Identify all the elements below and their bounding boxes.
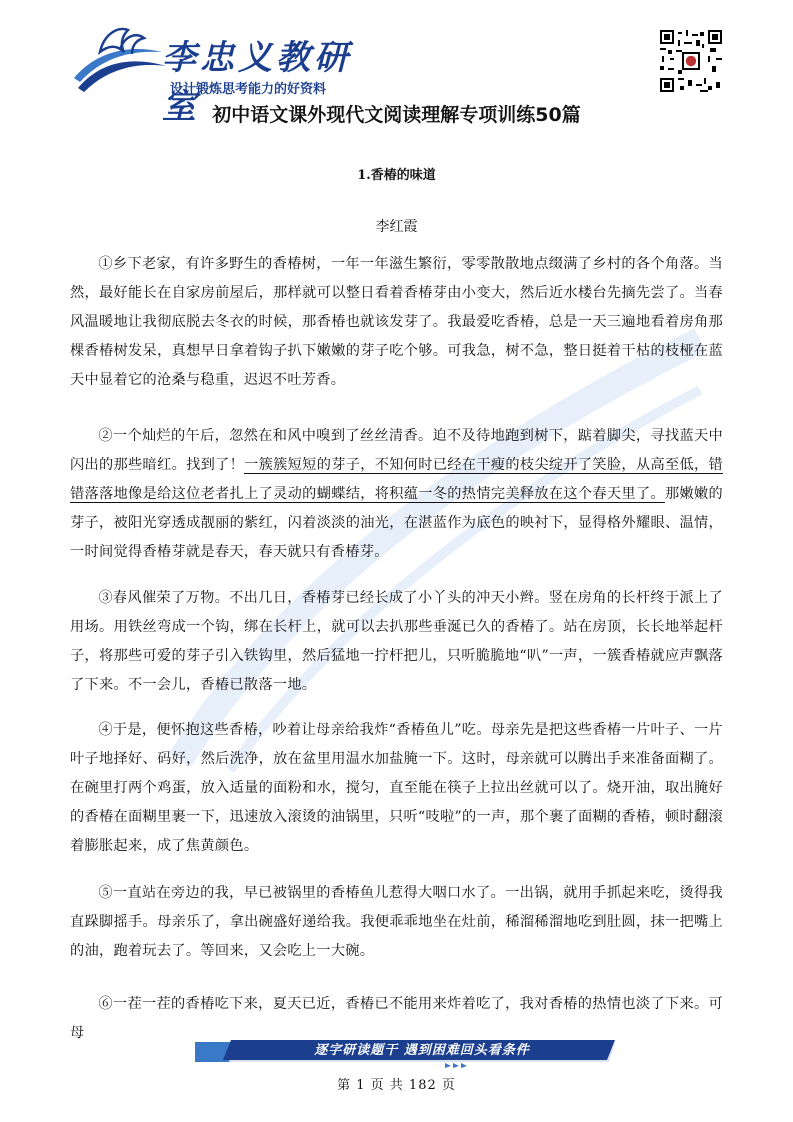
paragraph-3: ③春风催荣了万物。不出几日，香椿芽已经长成了小丫头的冲天小辫。竖在房角的长杆终于派上了用场。用铁丝弯成一个钩，绑在长杆上，就可以去扒那些垂涎已久的香椿了。站在房顶，长长地举起杆子，将那些可爱的芽子引入铁钩里，然后猛地一拧杆把儿，只听脆脆地“叭”一声，一簇香椿就应声飘落了下来。不一会儿，香椿已散落一地。: [70, 590, 723, 693]
footer-slogan: 逐字研读题干 遇到困难回头看条件: [314, 1043, 530, 1058]
paragraph-5: ⑤一直站在旁边的我，早已被锅里的香椿鱼儿惹得大咽口水了。一出锅，就用手抓起来吃，烫得我直跺脚摇手。母亲乐了，拿出碗盛好递给我。我便乖乖地坐在灶前，稀溜稀溜地吃到肚圆，抹一把嘴上的油，跑着玩去了。等回来，又会吃上一大碗。: [70, 885, 723, 959]
logo-wave-icon: [70, 22, 170, 100]
page-number: 第 1 页 共 182 页: [337, 1078, 456, 1093]
paragraph-6: ⑥一茬一茬的香椿吃下来，夏天已近，香椿已不能用来炸着吃了，我对香椿的热情也淡了下来。可母: [70, 996, 723, 1041]
article-title: 1.香椿的味道: [357, 168, 436, 183]
paragraph-2-rest: 那嫩嫩的芽子，被阳光穿透成靓丽的紫红，闪着淡淡的油光，在湛蓝作为底色的映衬下，显得格外耀眼、温情，一时间觉得香椿芽就是春天，春天就只有香椿芽。: [70, 486, 723, 560]
paragraph-1: ①乡下老家，有许多野生的香椿树，一年一年滋生繁衍，零零散散地点缀满了乡村的各个角落。当然，最好能长在自家房前屋后，那样就可以整日看着香椿芽由小变大，然后近水楼台先摘先尝了。当春风温暖地让我彻底脱去冬衣的时候，那香椿也就该发芽了。我最爱吃香椿，总是一天三遍地看着房角那棵香椿树发呆，真想早日拿着钩子扒下嫩嫩的芽子吃个够。可我急，树不急，整日挺着干枯的枝桠在蓝天中显着它的沧桑与稳重，迟迟不吐芳香。: [70, 256, 723, 388]
paragraph-2-underlined-sentence: 一簇簇短短的芽子，不知何时已经在干瘦的枝尖绽开了笑脸，从高至低，错错落落地像是给这位老者扎上了灵动的蝴蝶结，将积蕴一冬的热情完美释放在这个春天里了。: [70, 457, 723, 502]
logo-slogan: 设计锻炼思考能力的好资料: [170, 82, 327, 97]
document-title: 初中语文课外现代文阅读理解专项训练50篇: [212, 104, 581, 126]
paragraph-2: [70, 422, 723, 567]
paragraph-2-intro: ②一个灿烂的午后，忽然在和风中嗅到了丝丝清香。迫不及待地跑到树下，踮着脚尖，寻找蓝天中闪出的那些暗红。找到了！: [70, 428, 723, 473]
paragraph-4: ④于是，便怀抱这些香椿，吵着让母亲给我炸“香椿鱼儿”吃。母亲先是把这些香椿一片叶子、一片叶子地择好、码好，然后洗净，放在盆里用温水加盐腌一下。这时，母亲就可以腾出手来准备面糊了。在碗里打两个鸡蛋，放入适量的面粉和水，搅匀，直至能在筷子上拉出丝就可以了。烧开油，取出腌好的香椿在面糊里裹一下，迅速放入滚烫的油锅里，只听“吱啦”的一声，那个裹了面糊的香椿，顿时翻滚着膨胀起来，成了焦黄颜色。: [70, 722, 723, 854]
header-logo: [70, 22, 370, 127]
article-author: 李红霞: [375, 219, 418, 235]
qr-code-icon: [660, 30, 722, 92]
logo-name: 李忠义教研室: [162, 38, 352, 127]
